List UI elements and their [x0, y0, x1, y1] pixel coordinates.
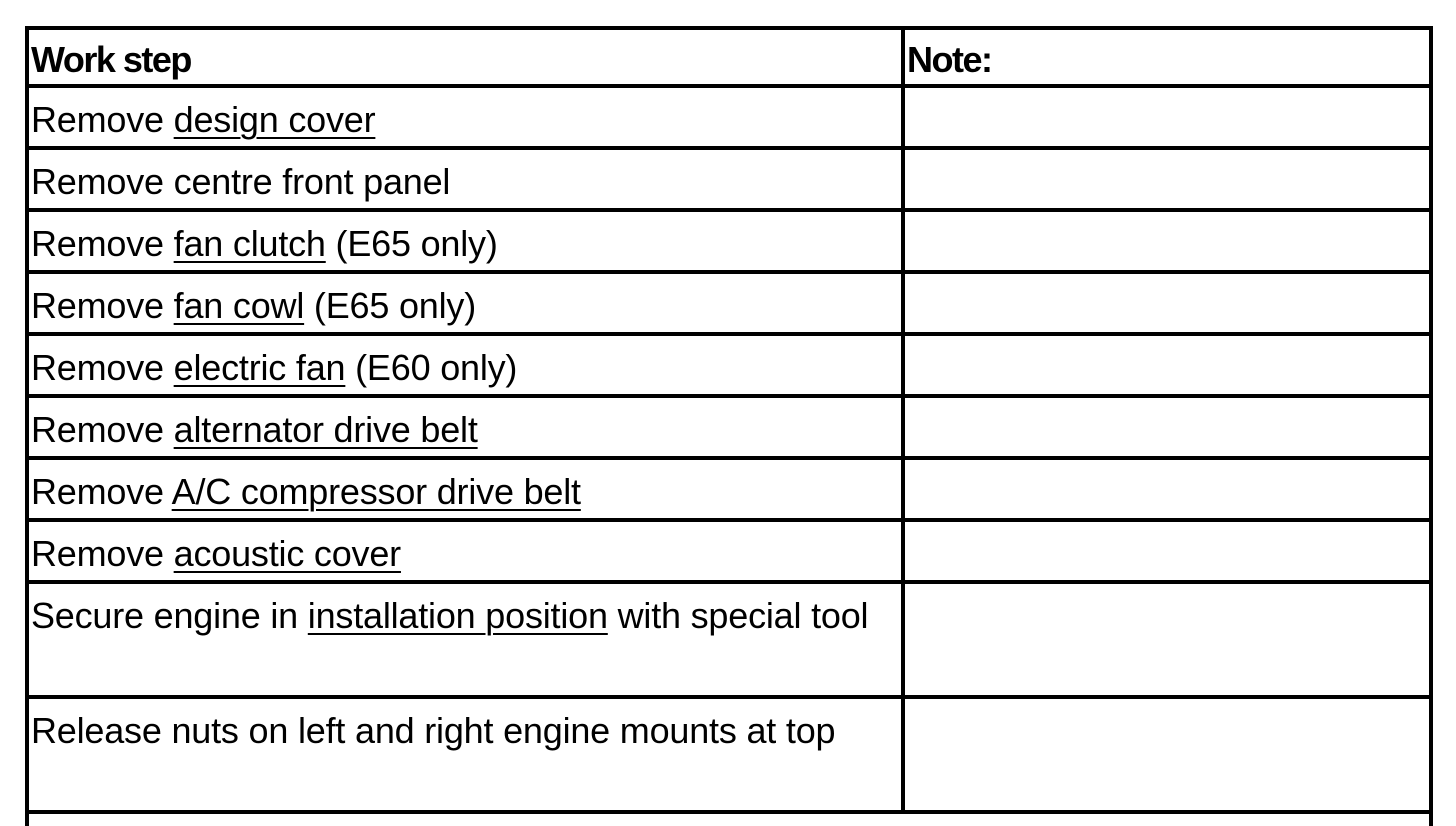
- step-text: Remove centre front panel: [31, 161, 451, 202]
- work-step-cell: [29, 336, 905, 394]
- table-row: [29, 699, 1429, 814]
- table-row: [29, 460, 1429, 522]
- step-text: Remove: [31, 285, 174, 326]
- work-steps-table: [25, 26, 1433, 826]
- fan-cowl-link[interactable]: fan cowl: [173, 285, 305, 326]
- work-step-cell: [29, 150, 905, 208]
- note-cell: [905, 212, 1429, 270]
- work-step-cell: [29, 699, 905, 810]
- electric-fan-link[interactable]: electric fan: [173, 347, 346, 388]
- step-text: Secure engine in: [31, 595, 308, 636]
- step-suffix: (E65 only): [325, 223, 498, 264]
- table-row: [29, 150, 1429, 212]
- step-suffix: (E60 only): [345, 347, 518, 388]
- work-step-cell: [29, 274, 905, 332]
- work-step-cell: [29, 460, 905, 518]
- work-step-cell: [29, 88, 905, 146]
- work-step-cell: [29, 522, 905, 580]
- step-text: Remove: [31, 99, 174, 140]
- note-cell: [905, 460, 1429, 518]
- table-row: [29, 274, 1429, 336]
- note-cell: [905, 150, 1429, 208]
- step-text: Remove: [31, 409, 174, 450]
- note-cell: [905, 699, 1429, 810]
- design-cover-link[interactable]: design cover: [173, 99, 376, 140]
- step-text: Remove: [31, 471, 172, 512]
- work-step-cell: [29, 584, 905, 695]
- note-cell: [905, 274, 1429, 332]
- header-work-step: Work step: [29, 30, 905, 84]
- table-header-row: [29, 30, 1429, 88]
- table-row: [29, 336, 1429, 398]
- work-step-cell: [29, 212, 905, 270]
- step-suffix: with special tool: [607, 595, 869, 636]
- step-text: Remove: [31, 223, 174, 264]
- ac-compressor-drive-belt-link[interactable]: A/C compressor drive belt: [171, 471, 581, 512]
- installation-position-link[interactable]: installation position: [307, 595, 608, 636]
- note-cell: [905, 522, 1429, 580]
- work-step-cell: [29, 398, 905, 456]
- fan-clutch-link[interactable]: fan clutch: [173, 223, 326, 264]
- alternator-drive-belt-link[interactable]: alternator drive belt: [173, 409, 478, 450]
- note-cell: [905, 88, 1429, 146]
- table-row: [29, 398, 1429, 460]
- acoustic-cover-link[interactable]: acoustic cover: [173, 533, 401, 574]
- header-note: Note:: [907, 39, 992, 80]
- table-row: [29, 522, 1429, 584]
- table-row: [29, 88, 1429, 150]
- step-text: Remove: [31, 533, 174, 574]
- note-cell: [905, 336, 1429, 394]
- step-text: Release nuts on left and right engine mounts at top: [31, 710, 836, 751]
- step-suffix: (E65 only): [304, 285, 477, 326]
- table-row: [29, 584, 1429, 699]
- note-cell: [905, 584, 1429, 695]
- note-cell: [905, 398, 1429, 456]
- step-text: Remove: [31, 347, 174, 388]
- table-row: [29, 212, 1429, 274]
